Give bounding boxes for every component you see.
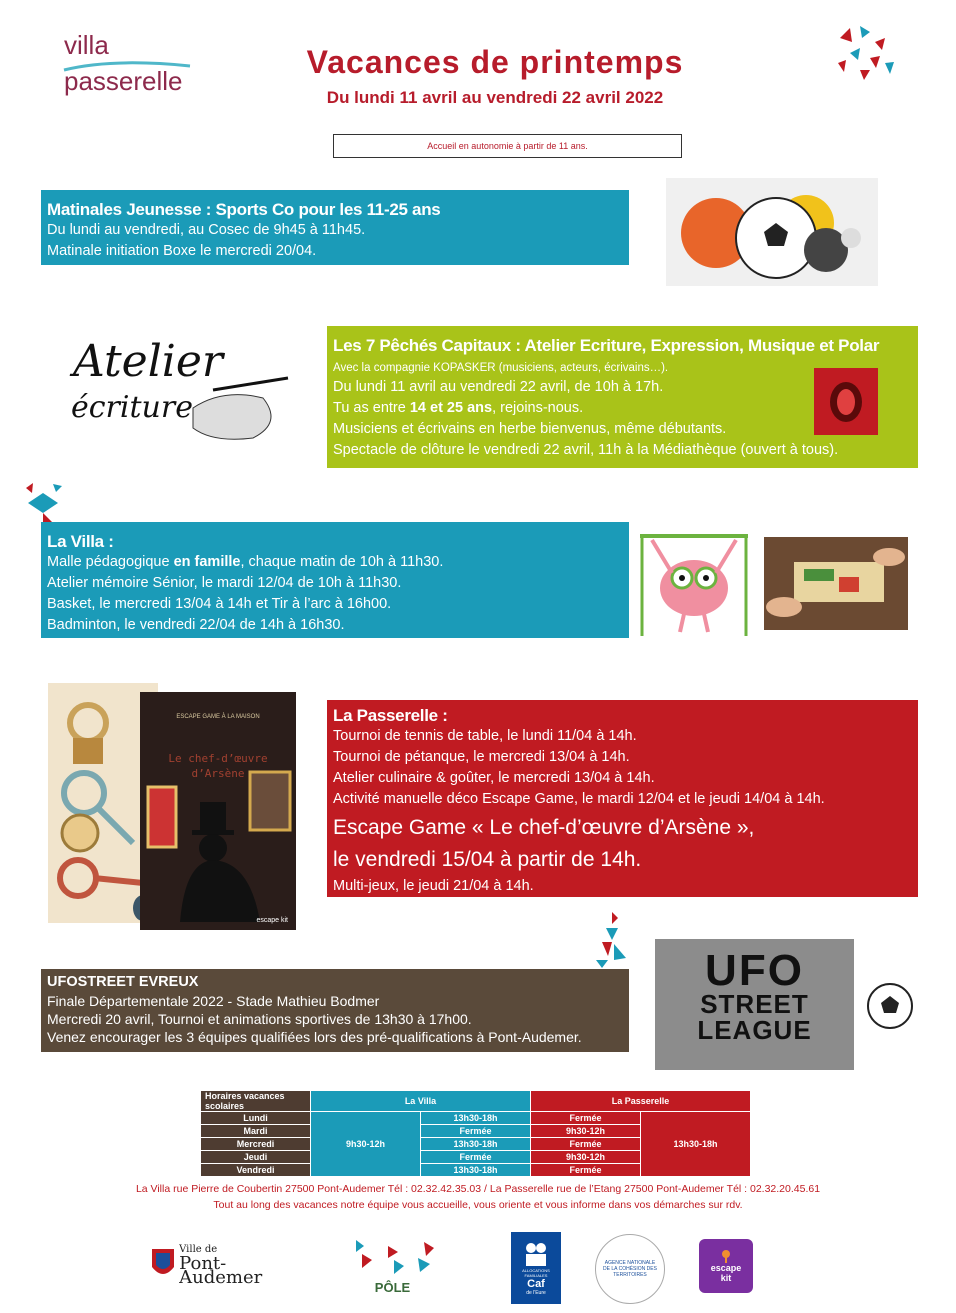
villa-line-1b: en famille [173,554,241,570]
atelier-ecriture-text-1: Atelier [73,336,223,387]
ufo-logo-1: UFO [705,946,804,995]
caf-label-1: ALLOCATIONS FAMILIALES [522,1268,550,1278]
villa-line-3: Basket, le mercredi 13/04 à 14h et Tir à l’arc à 16h00. [47,596,392,612]
pole-label: PÔLE [374,1279,411,1295]
ufo-street-league-logo [655,939,854,1070]
ufo-box [41,969,629,1052]
passerelle-heading: La Passerelle : [333,706,448,725]
pont-audemer-logo [150,1244,305,1288]
peches-line-1: Du lundi 11 avril au vendredi 22 avril, de 10h à 17h. [333,379,664,395]
escape-label-1: escape [710,1263,742,1273]
schedule-header-villa: La Villa [311,1091,531,1112]
passerelle-morning: Fermée [531,1164,641,1177]
schedule-table-wrap [200,1090,751,1177]
villa-box [41,522,629,638]
brain-icon [632,528,756,638]
villa-afternoon: Fermée [421,1125,531,1138]
villa-afternoon: 13h30-18h [421,1138,531,1151]
passerelle-morning: 9h30-12h [531,1125,641,1138]
matinales-line-1: Du lundi au vendredi, au Cosec de 9h45 à 11h45. [47,222,366,238]
villa-line-1c: , chaque matin de 10h à 11h30. [240,554,444,570]
ufo-line-2: Mercredi 20 avril, Tournoi et animations sportives de 13h30 à 17h00. [47,1011,472,1027]
schedule-day: Mardi [201,1125,311,1138]
key-icon [719,1249,733,1263]
hand-pen-icon [63,328,293,453]
matinales-heading: Matinales Jeunesse : Sports Co pour les 11-25 ans [47,200,441,219]
brain-cartoon-image [632,528,756,638]
soccer-ball-icon [866,982,914,1030]
escape-kit-logo [699,1239,753,1293]
escape-label-2: kit [720,1273,732,1283]
anct-logo [595,1234,665,1304]
mouth-icon [814,368,878,435]
matinales-box [41,190,629,265]
peches-heading: Les 7 Pêchés Capitaux : Atelier Ecriture, Expression, Musique et Polar [333,336,880,355]
ufo-logo-2: STREET [700,989,809,1019]
atelier-ecriture-image [63,328,293,453]
city-shield-icon [150,1247,175,1281]
logo-text-villa: villa [64,30,109,60]
logo-text-passerelle: passerelle [64,66,183,96]
mouth-image [814,368,878,435]
villa-line-2: Atelier mémoire Sénior, le mardi 12/04 de 10h à 11h30. [47,575,402,591]
schedule-header-passerelle: La Passerelle [531,1091,751,1112]
pole-logo [345,1230,440,1300]
sports-balls-image [666,178,878,286]
pont-audemer-label-1: Ville de [179,1244,218,1255]
caf-label-3: de l'Eure [526,1290,546,1296]
poster-small-text: ESCAPE GAME À LA MAISON [176,714,260,720]
peches-line-2b: 14 et 25 ans [409,400,493,416]
passerelle-line-2: Tournoi de pétanque, le mercredi 13/04 à 14h. [333,749,630,765]
peches-line-4: Spectacle de clôture le vendredi 22 avril, 11h à la Médiathèque (ouvert à tous). [333,442,839,458]
villa-afternoon: 13h30-18h [421,1112,531,1125]
board-game-icon [764,537,908,630]
page-dates: Du lundi 11 avril au vendredi 22 avril 2022 [326,88,664,107]
schedule-day: Jeudi [201,1151,311,1164]
schedule-header-label: Horaires vacances scolaires [201,1091,311,1112]
passerelle-morning: Fermée [531,1112,641,1125]
villa-morning-hours: 9h30-12h [311,1112,421,1177]
ufo-line-1: Finale Départementale 2022 - Stade Mathieu Bodmer [47,993,380,1009]
caf-logo [511,1232,561,1304]
peches-line-2c: , rejoins-nous. [492,400,584,416]
peches-sub: Avec la compagnie KOPASKER (musiciens, acteurs, écrivains…). [333,362,669,374]
passerelle-afternoon-hours: 13h30-18h [641,1112,751,1177]
pont-audemer-label-2: Pont-Audemer [179,1253,263,1288]
villa-line-4: Badminton, le vendredi 22/04 de 14h à 16h30. [47,617,345,633]
passerelle-line-last: Multi-jeux, le jeudi 21/04 à 14h. [333,878,534,894]
matinales-line-2: Matinale initiation Boxe le mercredi 20/04. [47,243,317,259]
schedule-table [200,1090,751,1177]
atelier-ecriture-text-2: écriture [71,390,193,425]
confetti-decor-icon [830,18,900,88]
board-game-image [764,537,908,630]
villa-line-1a: Malle pédagogique [47,554,174,570]
autonomy-note-text: Accueil en autonomie à partir de 11 ans. [427,141,588,151]
footer-note: Tout au long des vacances notre équipe vous accueille, vous oriente et vous informe dans vos démarches sur rdv. [213,1199,743,1211]
passerelle-big-2: le vendredi 15/04 à partir de 14h. [333,848,642,871]
villa-heading: La Villa : [47,532,114,551]
passerelle-box [327,700,918,897]
peches-line-2a: Tu as entre [333,400,410,416]
schedule-day: Lundi [201,1112,311,1125]
schedule-day: Mercredi [201,1138,311,1151]
villa-afternoon: 13h30-18h [421,1164,531,1177]
caf-family-icon [521,1240,551,1268]
footer-address: La Villa rue Pierre de Coubertin 27500 Pont-Audemer Tél : 02.32.42.35.03 / La Passerelle rue de l’Etang 27500 Pont-Audemer Tél : 02.32.20.45.61 [135,1183,821,1195]
autonomy-note [333,134,682,158]
passerelle-morning: 9h30-12h [531,1151,641,1164]
passerelle-line-3: Atelier culinaire & goûter, le mercredi 13/04 à 14h. [333,770,655,786]
caf-label-2: Caf [527,1278,545,1290]
anct-label: AGENCE NATIONALE DE LA COHÉSION DES TERRITOIRES [603,1260,657,1278]
villa-afternoon: Fermée [421,1151,531,1164]
passerelle-morning: Fermée [531,1138,641,1151]
ufo-line-3: Venez encourager les 3 équipes qualifiées lors des pré-qualifications à Pont-Audemer. [47,1029,582,1045]
page-title: Vacances de printemps [306,44,684,80]
ufo-heading: UFOSTREET EVREUX [47,974,199,990]
balls-icon [666,178,878,286]
poster-title-1: Le chef-d’œuvre [168,752,268,765]
arsene-poster-image [140,692,296,930]
pole-figures-icon [348,1236,438,1280]
passerelle-line-1: Tournoi de tennis de table, le lundi 11/04 à 14h. [333,728,637,744]
tangram-decor-icon [592,908,632,968]
villa-line-1 [47,552,623,573]
schedule-day: Vendredi [201,1164,311,1177]
peches-line-3: Musiciens et écrivains en herbe bienvenus, même débutants. [333,421,727,437]
gentleman-icon [140,692,296,930]
villa-passerelle-logo [62,30,197,100]
poster-brand: escape kit [256,917,288,924]
ufo-logo-3: LEAGUE [697,1015,812,1045]
poster-title-2: d’Arsène [191,767,245,780]
passerelle-line-4: Activité manuelle déco Escape Game, le mardi 12/04 et le jeudi 14/04 à 14h. [333,791,825,807]
passerelle-big-1: Escape Game « Le chef-d’œuvre d’Arsène », [333,816,755,839]
